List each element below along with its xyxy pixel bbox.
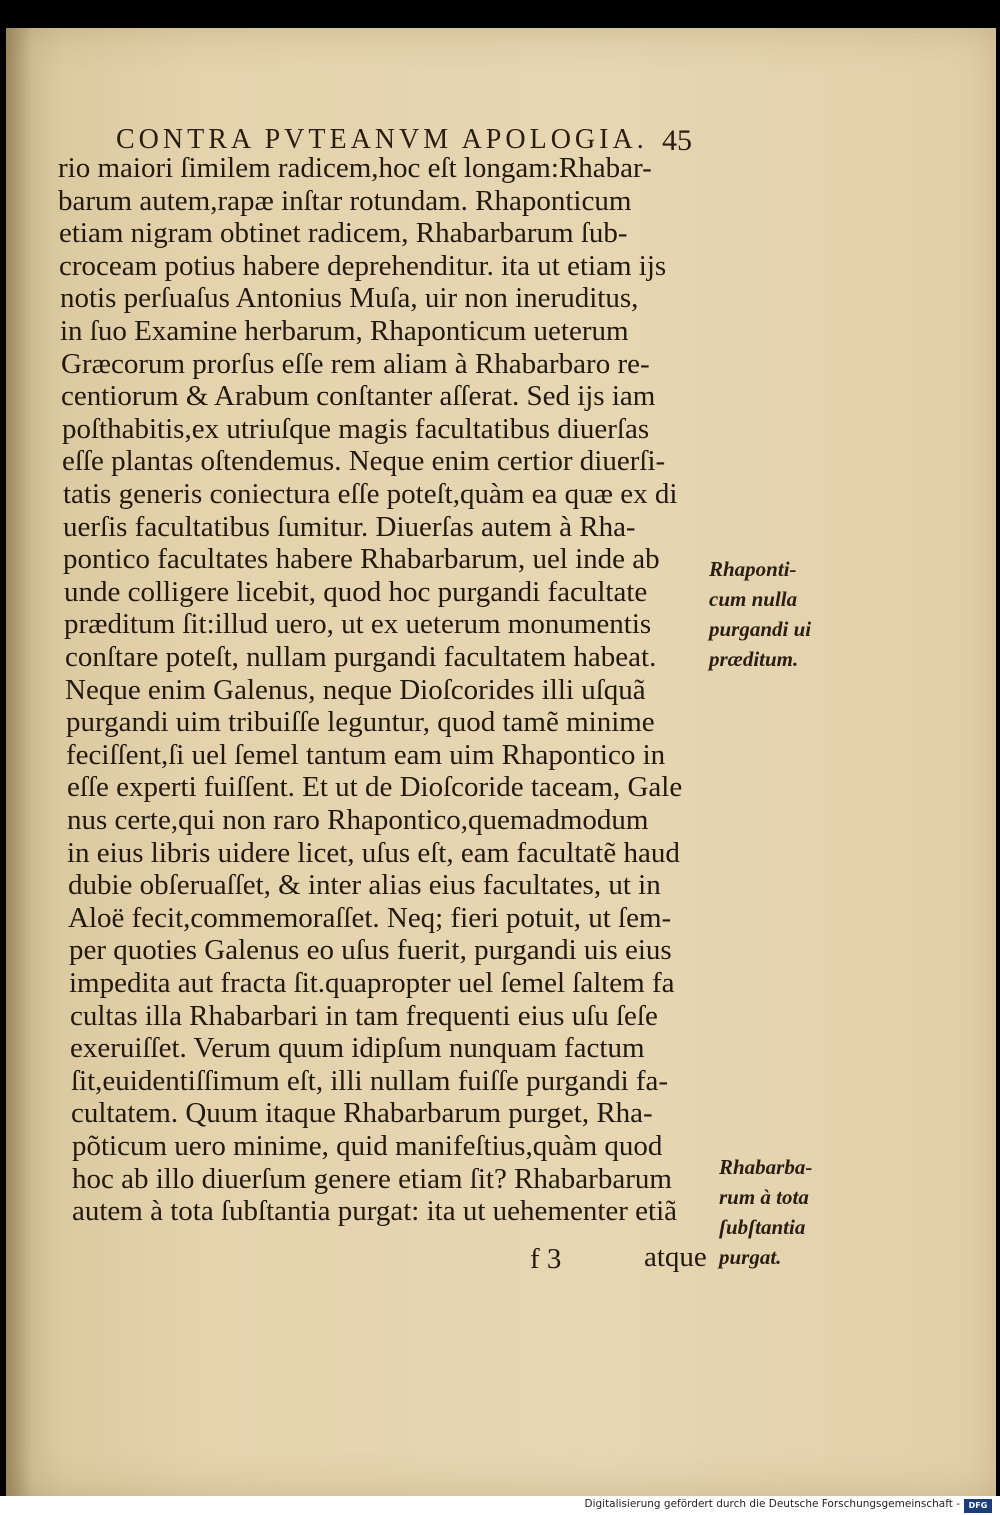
text-line: præditum ſit:illud uero, ut ex ueterum monumentis (64, 608, 652, 641)
signature-mark: f 3 (530, 1243, 562, 1275)
margin-note-rhaponticum (709, 554, 811, 674)
page-number: 45 (662, 124, 692, 157)
text-line: uerſis facultatibus ſumitur. Diuerſas autem à Rha- (63, 510, 636, 543)
text-line: cultas illa Rhabarbari in tam frequenti eius uſu ſeſe (70, 999, 658, 1032)
margin-note-line: ſubſtantia (719, 1215, 806, 1239)
text-line: unde colligere licebit, quod hoc purgandi facultate (64, 575, 648, 608)
text-line: impedita aut fracta ſit.quapropter uel ſemel ſaltem fa (69, 967, 675, 999)
text-line: autem à tota ſubſtantia purgat: ita ut uehementer etiã (72, 1195, 678, 1228)
margin-note-line: Rhaponti- (709, 557, 797, 581)
footer-credit: Digitalisierung gefördert durch die Deutsche Forschungsgemeinschaft - (584, 1498, 960, 1510)
text-line: hoc ab illo diuerſum genere etiam ſit? Rhabarbarum (72, 1162, 672, 1195)
text-line: rio maiori ſimilem radicem,hoc eſt longam:Rhabar- (58, 152, 652, 184)
text-line: dubie obſeruaſſet, & inter alias eius facultates, ut in (68, 869, 661, 902)
text-line: pontico facultates habere Rhabarbarum, uel inde ab (63, 543, 660, 576)
text-line: in ſuo Examine herbarum, Rhaponticum ueterum (60, 315, 629, 347)
text-line: eſſe experti fuiſſent. Et ut de Dioſcoride taceam, Gale (67, 771, 683, 804)
running-title: CONTRA PVTEANVM APOLOGIA. (116, 124, 648, 155)
text-line: ſit,euidentiſſimum eſt, illi nullam fuiſſe purgandi fa- (71, 1064, 669, 1097)
text-line: croceam potius habere deprehenditur. ita ut etiam ijs (59, 249, 667, 282)
text-line: notis perſuaſus Antonius Muſa, uir non ineruditus, (60, 282, 639, 315)
margin-note-line: præditum. (709, 647, 799, 671)
text-line: Neque enim Galenus, neque Dioſcorides illi uſquã (65, 673, 646, 706)
margin-note-line: purgat. (719, 1245, 782, 1269)
text-line: purgandi uim tribuiſſe leguntur, quod tamẽ minime (66, 706, 655, 739)
book-page (6, 28, 996, 1496)
text-line: tatis generis coniectura eſſe poteſt,quàm ea quæ ex di (63, 478, 678, 510)
text-line: conſtare poteſt, nullam purgandi facultatem habeat. (65, 641, 657, 673)
text-line: feciſſent,ſi uel ſemel tantum eam uim Rhapontico in (66, 738, 666, 771)
text-line: cultatem. Quum itaque Rhabarbarum purget, Rha- (71, 1097, 653, 1130)
margin-note-line: Rhabarba- (719, 1155, 813, 1179)
text-line: centiorum & Arabum conſtanter aſſerat. Sed ijs iam (61, 380, 656, 413)
margin-note-line: purgandi ui (709, 617, 812, 641)
text-line: Aloë fecit,commemoraſſet. Neq; fieri potuit, ut ſem- (68, 901, 672, 934)
text-line: etiam nigram obtinet radicem, Rhabarbarum ſub- (59, 217, 628, 250)
text-line: eſſe plantas oſtendemus. Neque enim certior diuerſi- (62, 445, 666, 478)
margin-note-line: cum nulla (709, 587, 798, 611)
margin-note-rhabarbarum (719, 1152, 812, 1272)
text-line: nus certe,qui non raro Rhapontico,quemadmodum (67, 804, 649, 836)
footer-bar (0, 1496, 1000, 1515)
catchword: atque (644, 1241, 707, 1273)
margin-note-line: rum à tota (719, 1185, 809, 1209)
text-line: exeruiſſet. Verum quum idipſum nunquam factum (70, 1032, 645, 1065)
dfg-logo: DFG (964, 1499, 992, 1513)
text-line: põticum uero minime, quid manifeſtius,quàm quod (72, 1130, 663, 1162)
text-line: poſthabitis,ex utriuſque magis facultatibus diuerſas (62, 412, 650, 445)
text-line: Græcorum prorſus eſſe rem aliam à Rhabarbaro re- (61, 347, 650, 380)
text-line: per quoties Galenus eo uſus fuerit, purgandi uis eius (69, 934, 672, 967)
text-line: barum autem,rapæ inſtar rotundam. Rhaponticum (58, 184, 632, 217)
text-line: in eius libris uidere licet, uſus eſt, eam facultatẽ haud (67, 836, 680, 869)
